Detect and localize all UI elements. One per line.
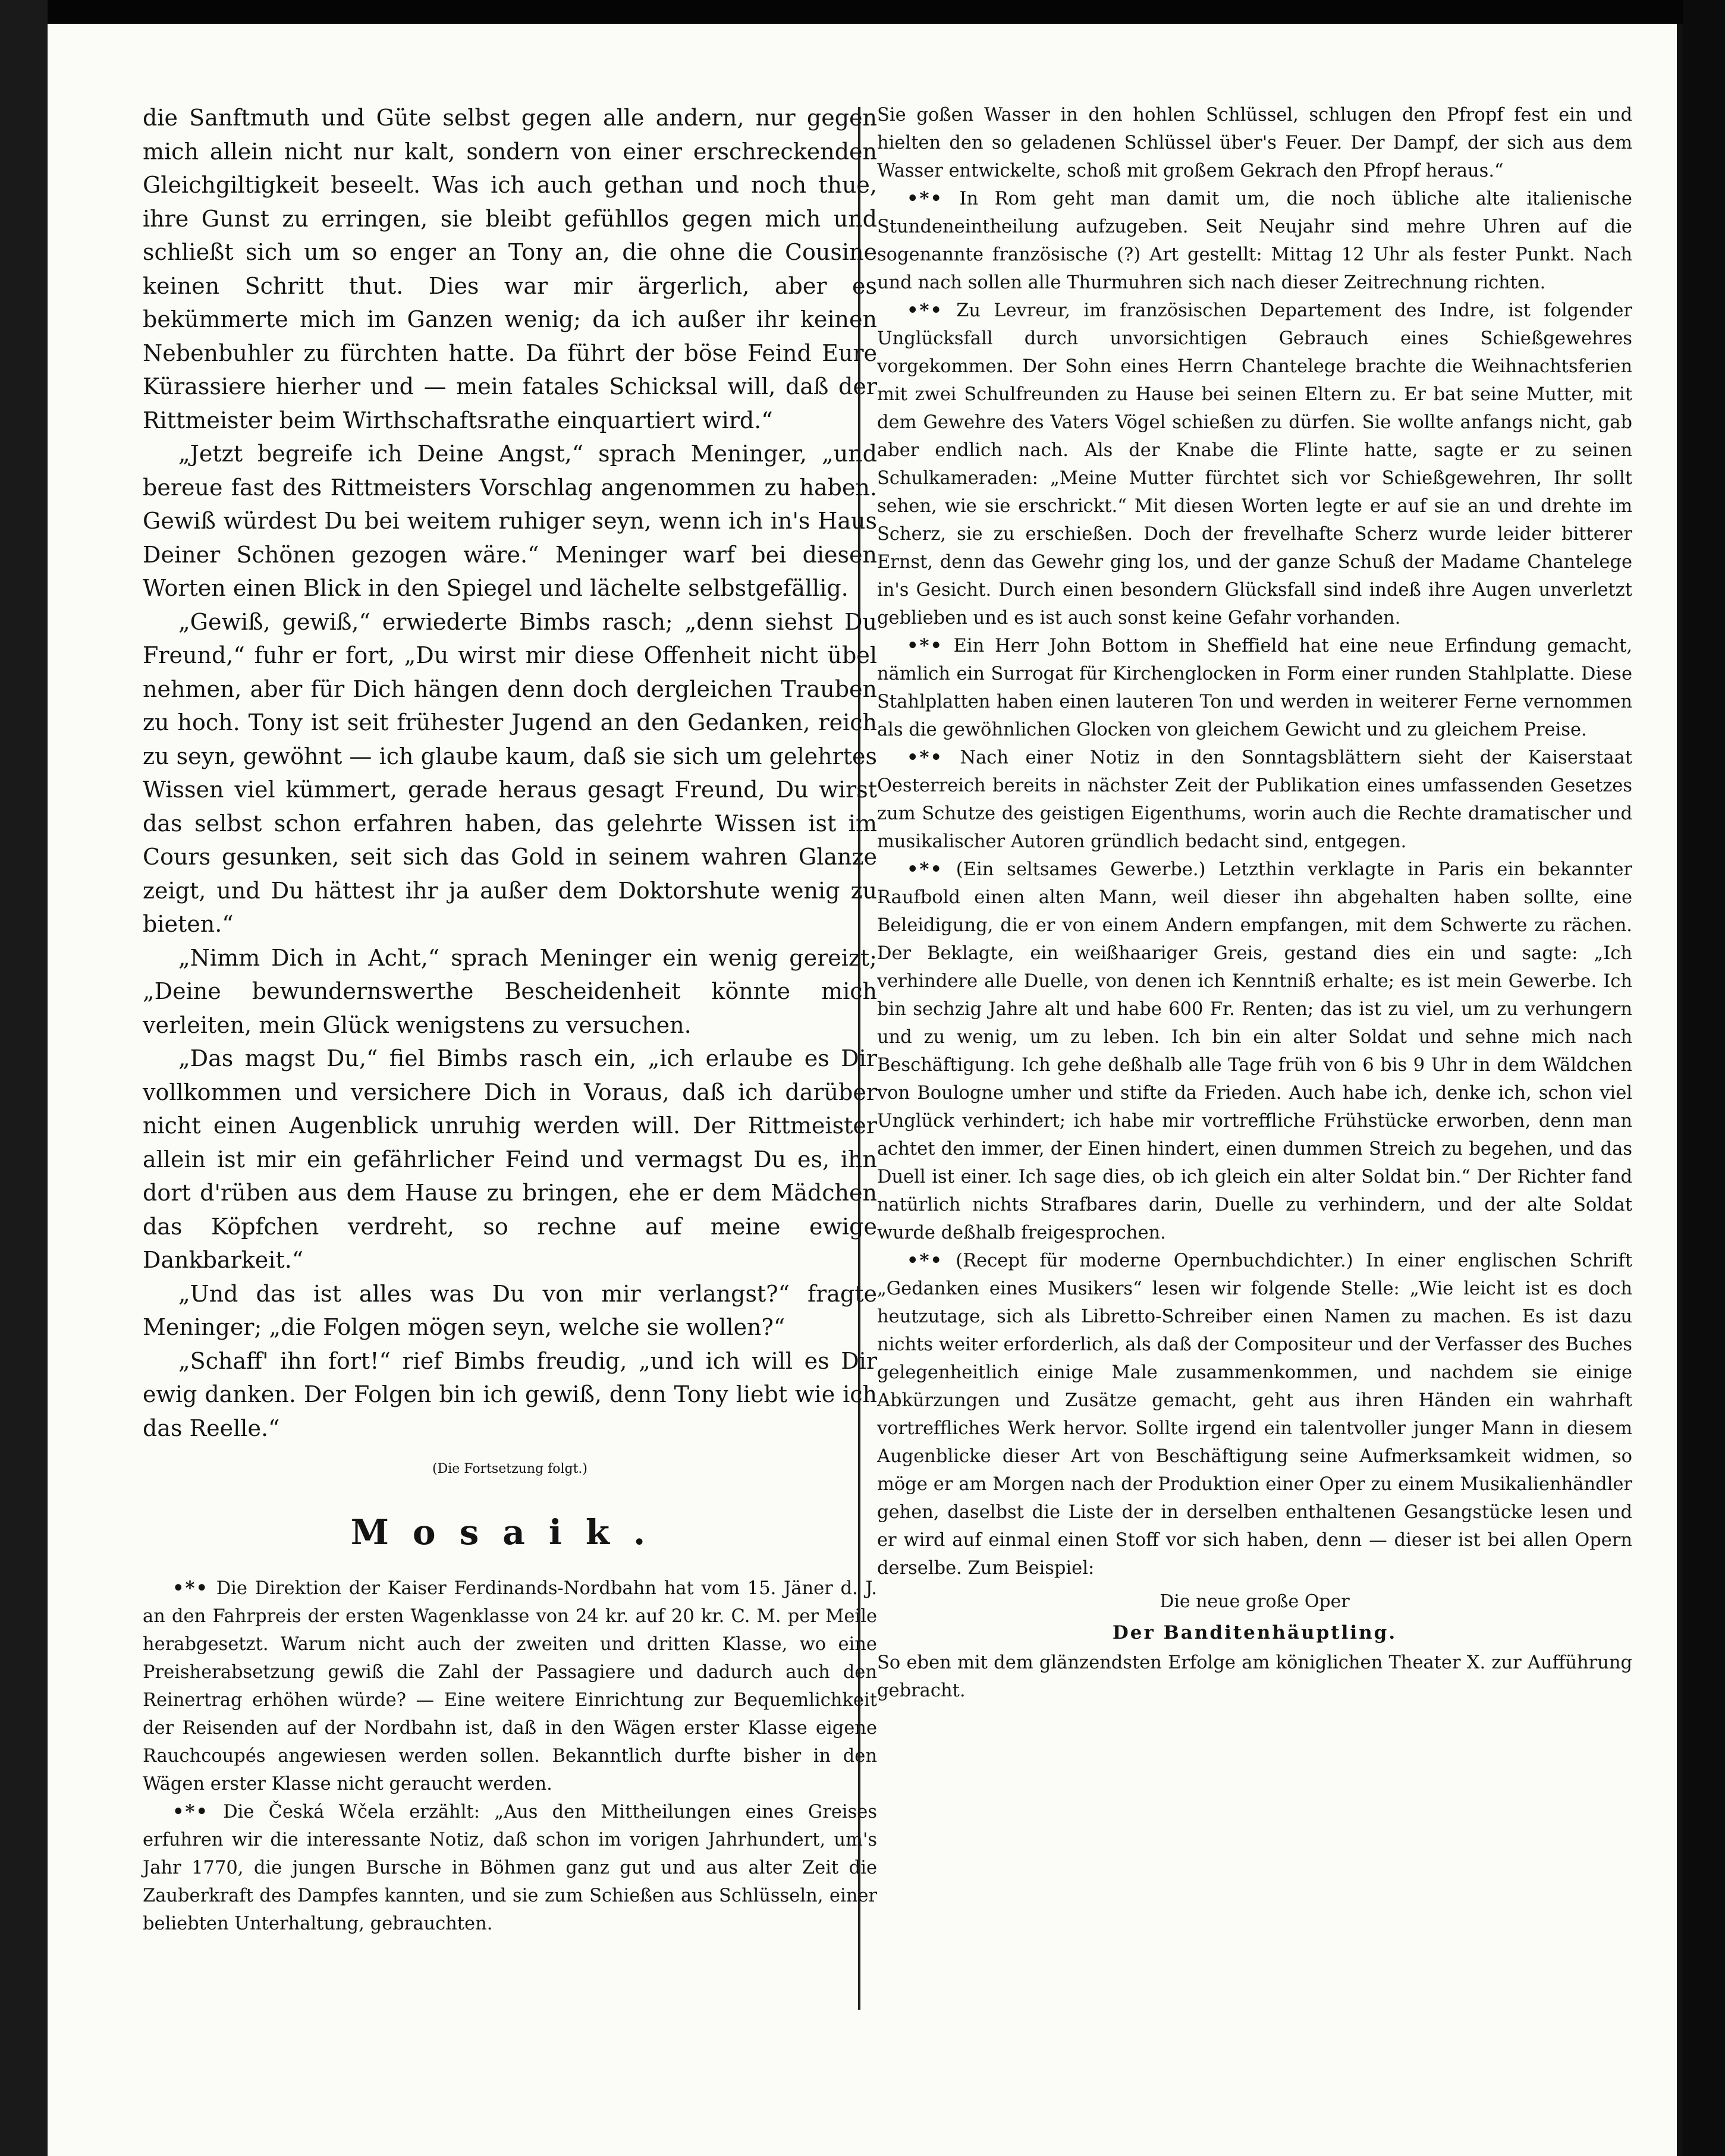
story-paragraph: „Gewiß, gewiß,“ erwiederte Bimbs rasch; „denn siehst Du Freund,“ fuhr er fort, „Du wirst mir diese Offenheit nicht übel nehmen, aber für Dich hängen denn doch dergleichen Trauben zu hoch. Tony ist seit frühester Jugend an den Gedanken, reich zu seyn, gewöhnt — ich glaube kaum, daß sie sich um gelehrtes Wissen viel kümmert, gerade heraus gesagt Freund, Du wirst das selbst schon erfahren haben, das gelehrte Wissen ist im Cours gesunken, seit sich das Gold in seinem wahren Glanze zeigt, und Du hättest ihr ja außer dem Doktorshute wenig zu bieten.“ <box>143 608 877 937</box>
ornament-glyph: •*• <box>907 859 943 880</box>
mosaic-item-text: (Recept für moderne Opernbuchdichter.) In einer englischen Schrift „Gedanken eines Musikers“ lesen wir folgende Stelle: „Wie leicht ist es doch heutzutage, sich als Libretto-Schreiber einen Namen zu machen. Es ist dazu nichts weiter erforderlich, als daß der Compositeur und der Verfasser des Buches gelegenheitlich einige Male zusammenkommen, und nachdem sie einige Abkürzungen und Zusätze gemacht, geht aus ihren Händen ein wahrhaft vortreffliches Werk hervor. Sollte irgend ein talentvoller junger Mann in diesem Augenblicke dieser Art von Beschäftigung seine Aufmerksamkeit widmen, so möge er am Morgen nach der Produktion einer Oper zu einem Musikalienhändler gehen, daselbst die Liste der in derselben enthaltenen Gesangstücke lesen und er wird auf einmal einen Stoff vor sich haben, denn — dieser ist bei allen Opern derselbe. Zum Beispiel: <box>877 1250 1632 1579</box>
mosaic-item-text: (Ein seltsames Gewerbe.) Letzthin verklagte in Paris ein bekannter Raufbold einen alten Mann, weil dieser ihn abgehalten haben sollte, eine Beleidigung, die er von einem Andern empfangen, mit dem Schwerte zu rächen. Der Beklagte, ein weißhaariger Greis, gestand dies ein und sagte: „Ich verhindere alle Duelle, von denen ich Kenntniß erhalte; es ist mein Gewerbe. Ich bin sechzig Jahre alt und habe 600 Fr. Renten; das ist zu viel, um zu verhungern und zu wenig, um zu leben. Ich bin ein alter Soldat und sehne mich nach Beschäftigung. Ich gehe deßhalb alle Tage früh von 6 bis 9 Uhr in dem Wäldchen von Boulogne umher und stifte da Frieden. Auch habe ich, denke ich, schon viel Unglück verhindert; ich habe mir vortreffliche Frühstücke erworben, denn man achtet den immer, der Einen hindert, einen dummen Streich zu begehen, und das Duell ist einer. Ich sage dies, ob ich gleich ein alter Soldat bin.“ Der Richter fand natürlich nichts Strafbares darin, Duelle zu verhindern, und der alte Soldat wurde deßhalb freigesprochen. <box>877 859 1632 1243</box>
mosaic-item <box>877 856 1632 1247</box>
right-column <box>877 101 1632 1705</box>
mosaic-item-text: Zu Levreur, im französischen Departement des Indre, ist folgender Unglücksfall durch unvorsichtigen Gebrauch eines Schießgewehres vorgekommen. Der Sohn eines Herrn Chantelege brachte die Weihnachtsferien mit zwei Schulfreunden zu Hause bei seinen Eltern zu. Er bat seine Mutter, mit dem Gewehre des Vaters Vögel schießen zu dürfen. Sie wollte anfangs nicht, gab aber endlich nach. Als der Knabe die Flinte hatte, sagte er zu seinen Schulkameraden: „Meine Mutter fürchtet sich vor Schießgewehren, Ihr sollt sehen, wie sie erschrickt.“ Mit diesen Worten legte er auf sie an und drehte im Scherz, sie zu erschießen. Doch der frevelhafte Scherz wurde leider bitterer Ernst, denn das Gewehr ging los, und der ganze Schuß der Madame Chantelege in's Gesicht. Durch einen besondern Glücksfall sind indeß ihre Augen unverletzt geblieben und es ist auch sonst keine Gefahr vorhanden. <box>877 300 1632 628</box>
mosaic-item-text: Die Direktion der Kaiser Ferdinands-Nordbahn hat vom 15. Jäner d. J. an den Fahrpreis der ersten Wagenklasse von 24 kr. auf 20 kr. C. M. per Meile herabgesetzt. Warum nicht auch der zweiten und dritten Klasse, wo eine Preisherabsetzung gewiß die Zahl der Passagiere und dadurch auch den Reinertrag erhöhen würde? — Eine weitere Einrichtung zur Bequemlichkeit der Reisenden auf der Nordbahn ist, daß in den Wägen erster Klasse eigene Rauchcoupés angewiesen werden sollen. Bekanntlich durfte bisher in den Wägen erster Klasse nicht geraucht werden. <box>143 1578 877 1794</box>
closing-paragraph: So eben mit dem glänzendsten Erfolge am königlichen Theater X. zur Aufführung gebracht. <box>877 1652 1632 1701</box>
mosaic-item-text: Ein Herr John Bottom in Sheffield hat eine neue Erfindung gemacht, nämlich ein Surrogat für Kirchenglocken in Form einer runden Stahlplatte. Diese Stahlplatten haben einen lauteren Ton und werden in weiterer Ferne vernommen als die gewöhnlichen Glocken von gleichem Gewicht und zu gleichem Preise. <box>877 636 1632 740</box>
ornament-glyph: •*• <box>907 747 943 768</box>
scan-left-edge <box>0 0 48 2156</box>
story-paragraph: „Jetzt begreife ich Deine Angst,“ sprach Meninger, „und bereue fast des Rittmeisters Vorschlag angenommen zu haben. Gewiß würdest Du bei weitem ruhiger seyn, wenn ich in's Haus Deiner Schönen gezogen wäre.“ Meninger warf bei diesen Worten einen Blick in den Spiegel und lächelte selbstgefällig. <box>143 441 877 601</box>
mosaic-item <box>143 1574 877 1798</box>
page-right-frame <box>1677 24 1683 2156</box>
newspaper-page <box>48 24 1683 2156</box>
mosaic-item <box>877 632 1632 744</box>
mosaic-item <box>877 744 1632 856</box>
mosaic-item <box>143 1798 877 1938</box>
story-paragraph: „Schaff' ihn fort!“ rief Bimbs freudig, „und ich will es Dir ewig danken. Der Folgen bin ich gewiß, denn Tony liebt wie ich das Reelle.“ <box>143 1347 877 1441</box>
mosaic-item-text: Die Česká Wčela erzählt: „Aus den Mittheilungen eines Greises erfuhren wir die interessante Notiz, daß schon im vorigen Jahrhundert, um's Jahr 1770, die jungen Bursche in Böhmen ganz gut und aus alter Zeit die Zauberkraft des Dampfes kannten, und sie zum Schießen aus Schlüsseln, einer beliebten Unterhaltung, gebrauchten. <box>143 1802 877 1934</box>
mosaic-item-text: Nach einer Notiz in den Sonntagsblättern sieht der Kaiserstaat Oesterreich bereits in nächster Zeit der Publikation eines umfassenden Gesetzes zum Schutze des geistigen Eigenthums, worin auch die Rechte dramatischer und musikalischer Autoren gründlich bedacht sind, entgegen. <box>877 747 1632 852</box>
ornament-glyph: •*• <box>907 635 943 656</box>
mosaic-heading: Mosaik. <box>350 1512 670 1552</box>
story-paragraph: „Und das ist alles was Du von mir verlangst?“ fragte Meninger; „die Folgen mögen seyn, welche sie wollen?“ <box>143 1280 877 1340</box>
story-paragraph: „Nimm Dich in Acht,“ sprach Meninger ein wenig gereizt; „Deine bewundernswerthe Bescheidenheit könnte mich verleiten, mein Glück wenigstens zu versuchen. <box>143 944 877 1038</box>
ornament-glyph: •*• <box>907 188 943 209</box>
story-paragraph: „Das magst Du,“ fiel Bimbs rasch ein, „ich erlaube es Dir vollkommen und versichere Dich in Voraus, daß ich darüber nicht einen Augenblick unruhig werden will. Der Rittmeister allein ist mir ein gefährlicher Feind und vermagst Du es, ihn dort d'rüben aus dem Hause zu bringen, ehe er dem Mädchen das Köpfchen verdreht, so rechne auf meine ewige Dankbarkeit.“ <box>143 1045 877 1273</box>
scan-top-edge <box>0 0 1725 24</box>
ornament-glyph: •*• <box>907 1250 943 1271</box>
left-column <box>143 101 877 1938</box>
continuation-note: (Die Fortsetzung folgt.) <box>432 1462 587 1476</box>
opera-subtitle: Die neue große Oper <box>1160 1591 1350 1612</box>
mosaic-item <box>877 297 1632 632</box>
mosaic-item <box>877 1247 1632 1582</box>
opera-title: Der Banditenhäuptling. <box>1112 1622 1397 1643</box>
mosaic-item-text: In Rom geht man damit um, die noch übliche alte italienische Stundeneintheilung aufzugeben. Seit Neujahr sind mehre Uhren auf die sogenannte französische (?) Art gestellt: Mittag 12 Uhr als fester Punkt. Nach und nach sollen alle Thurmuhren sich nach dieser Zeitrechnung richten. <box>877 188 1632 293</box>
mosaic-item <box>877 185 1632 297</box>
ornament-glyph: •*• <box>172 1577 209 1599</box>
ornament-glyph: •*• <box>907 300 943 321</box>
scan-right-edge <box>1683 0 1725 2156</box>
story-paragraph: die Sanftmuth und Güte selbst gegen alle andern, nur gegen mich allein nicht nur kalt, sondern von einer erschreckenden Gleichgiltigkeit beseelt. Was ich auch gethan und noch thue, ihre Gunst zu erringen, sie bleibt gefühllos gegen mich und schließt sich um so enger an Tony an, die ohne die Cousine keinen Schritt thut. Dies war mir ärgerlich, aber es bekümmerte mich im Ganzen wenig; da ich außer ihr keinen Nebenbuhler zu fürchten hatte. Da führt der böse Feind Eure Kürassiere hierher und — mein fatales Schicksal will, daß der Rittmeister beim Wirthschaftsrathe einquartiert wird.“ <box>143 105 877 433</box>
mosaic-item-continued: Sie goßen Wasser in den hohlen Schlüssel, schlugen den Pfropf fest ein und hielten den so geladenen Schlüssel über's Feuer. Der Dampf, der sich aus dem Wasser entwickelte, schoß mit großem Gekrach den Pfropf heraus.“ <box>877 105 1632 181</box>
ornament-glyph: •*• <box>172 1801 209 1822</box>
